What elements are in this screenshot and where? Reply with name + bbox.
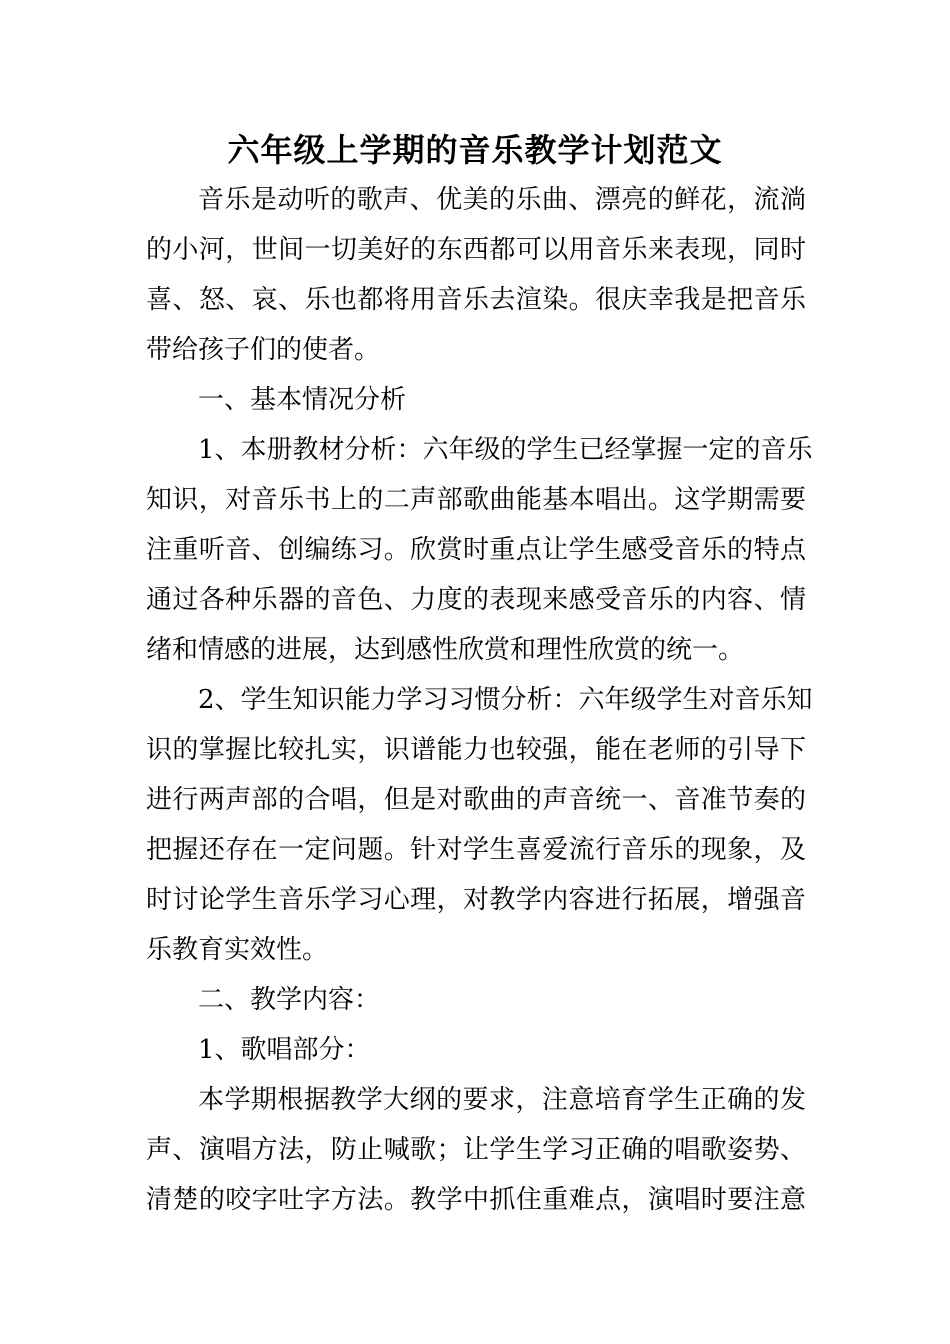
paragraph-line: 通过各种乐器的音色、力度的表现来感受音乐的内容、情 [146, 585, 806, 615]
paragraph-line: 的小河，世间一切美好的东西都可以用音乐来表现，同时 [146, 235, 806, 265]
paragraph-line: 注重听音、创编练习。欣赏时重点让学生感受音乐的特点 [146, 535, 806, 565]
section-heading: 二、教学内容： [198, 985, 381, 1015]
paragraph-line: 声、演唱方法，防止喊歌；让学生学习正确的唱歌姿势、 [146, 1135, 806, 1165]
paragraph-line: 1、本册教材分析：六年级的学生已经掌握一定的音乐 [198, 435, 813, 465]
paragraph-line: 进行两声部的合唱，但是对歌曲的声音统一、音准节奏的 [146, 785, 806, 815]
paragraph-line: 把握还存在一定问题。针对学生喜爱流行音乐的现象，及 [146, 835, 806, 865]
paragraph-line: 绪和情感的进展，达到感性欣赏和理性欣赏的统一。 [146, 635, 745, 665]
paragraph-line: 识的掌握比较扎实，识谱能力也较强，能在老师的引导下 [146, 735, 806, 765]
paragraph-line: 清楚的咬字吐字方法。教学中抓住重难点，演唱时要注意 [146, 1185, 806, 1215]
paragraph-line: 知识，对音乐书上的二声部歌曲能基本唱出。这学期需要 [146, 485, 806, 515]
paragraph-line: 本学期根据教学大纲的要求，注意培育学生正确的发 [198, 1085, 806, 1115]
paragraph-line: 音乐是动听的歌声、优美的乐曲、漂亮的鲜花，流淌 [198, 185, 806, 215]
paragraph-line: 2、学生知识能力学习习惯分析：六年级学生对音乐知 [198, 685, 813, 715]
paragraph-line: 带给孩子们的使者。 [146, 335, 381, 365]
section-heading: 一、基本情况分析 [198, 385, 407, 415]
document-title: 六年级上学期的音乐教学计划范文 [227, 131, 723, 169]
paragraph-line: 喜、怒、哀、乐也都将用音乐去渲染。很庆幸我是把音乐 [146, 285, 806, 315]
paragraph-line: 时讨论学生音乐学习心理，对教学内容进行拓展，增强音 [146, 885, 806, 915]
paragraph-line: 乐教育实效性。 [146, 935, 329, 965]
subsection-heading: 1、歌唱部分： [198, 1035, 371, 1065]
